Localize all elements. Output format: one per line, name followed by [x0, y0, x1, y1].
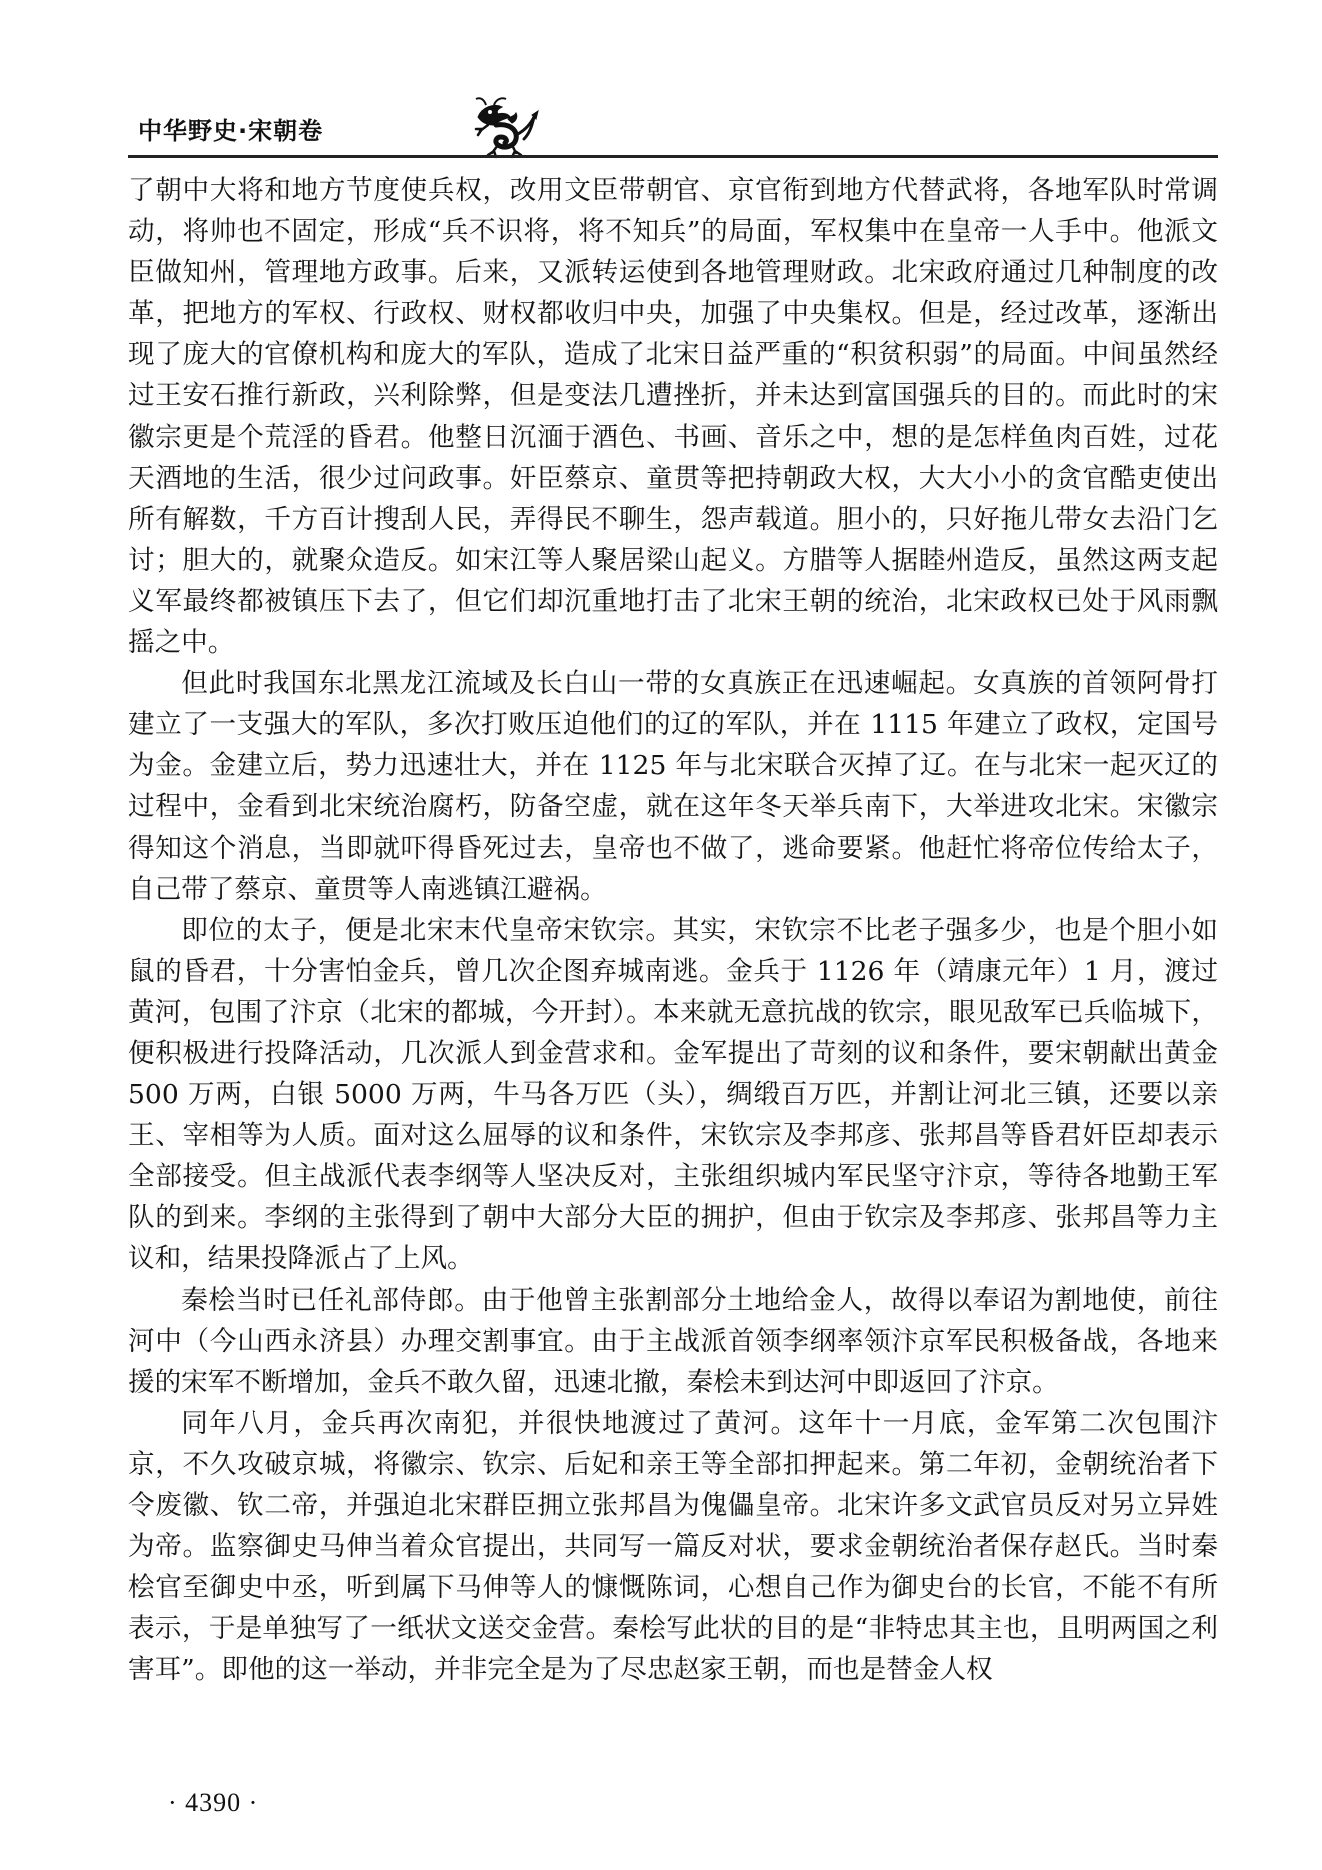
paragraph: 了朝中大将和地方节度使兵权，改用文臣带朝官、京官衔到地方代替武将，各地军队时常调动，将帅也不固定，形成“兵不识将，将不知兵”的局面，军权集中在皇帝一人手中。他派文臣做知州，管理地方政事。后来，又派转运使到各地管理财政。北宋政府通过几种制度的改革，把地方的军权、行政权、财权都收归中央，加强了中央集权。但是，经过改革，逐渐出现了庞大的官僚机构和庞大的军队，造成了北宋日益严重的“积贫积弱”的局面。中间虽然经过王安石推行新政，兴利除弊，但是变法几遭挫折，并未达到富国强兵的目的。而此时的宋徽宗更是个荒淫的昏君。他整日沉湎于酒色、书画、音乐之中，想的是怎样鱼肉百姓，过花天酒地的生活，很少过问政事。奸臣蔡京、童贯等把持朝政大权，大大小小的贪官酷吏使出所有解数，千方百计搜刮人民，弄得民不聊生，怨声载道。胆小的，只好拖儿带女去沿门乞讨；胆大的，就聚众造反。如宋江等人聚居梁山起义。方腊等人据睦州造反，虽然这两支起义军最终都被镇压下去了，但它们却沉重地打击了北宋王朝的统治，北宋政权已处于风雨飘摇之中。: [128, 175, 1218, 659]
page-number: · 4390 ·: [168, 1788, 259, 1817]
paragraph: 即位的太子，便是北宋末代皇帝宋钦宗。其实，宋钦宗不比老子强多少，也是个胆小如鼠的昏君，十分害怕金兵，曾几次企图弃城南逃。金兵于 1126 年（靖康元年）1 月，渡过黄河，包围了汴京（北宋的都城，今开封）。本来就无意抗战的钦宗，眼见敌军已兵临城下，便积极进行投降活动，几次派人到金营求和。金军提出了苛刻的议和条件，要宋朝献出黄金 500 万两，白银 5000 万两，牛马各万匹（头），绸缎百万匹，并割让河北三镇，还要以亲王、宰相等为人质。面对这么屈辱的议和条件，宋钦宗及李邦彦、张邦昌等昏君奸臣却表示全部接受。但主战派代表李纲等人坚决反对，主张组织城内军民坚守汴京，等待各地勤王军队的到来。李纲的主张得到了朝中大部分大臣的拥护，但由于钦宗及李邦彦、张邦昌等力主议和，结果投降派占了上风。: [128, 914, 1218, 1275]
paragraph: 秦桧当时已任礼部侍郎。由于他曾主张割部分土地给金人，故得以奉诏为割地使，前往河中（今山西永济县）办理交割事宜。由于主战派首领李纲率领汴京军民积极备战，各地来援的宋军不断增加，金兵不敢久留，迅速北撤，秦桧未到达河中即返回了汴京。: [128, 1284, 1218, 1398]
dragon-emblem-icon: [468, 95, 540, 159]
body-text: [128, 170, 1218, 1690]
paragraph: 同年八月，金兵再次南犯，并很快地渡过了黄河。这年十一月底，金军第二次包围汴京，不久攻破京城，将徽宗、钦宗、后妃和亲王等全部扣押起来。第二年初，金朝统治者下令废徽、钦二帝，并强迫北宋群臣拥立张邦昌为傀儡皇帝。北宋许多文武官员反对另立异姓为帝。监察御史马伸当着众官提出，共同写一篇反对状，要求金朝统治者保存赵氏。当时秦桧官至御史中丞，听到属下马伸等人的慷慨陈词，心想自己作为御史台的长官，不能不有所表示，于是单独写了一纸状文送交金营。秦桧写此状的目的是“非特忠其主也，且明两国之利害耳”。即他的这一举动，并非完全是为了尽忠赵家王朝，而也是替金人权: [128, 1407, 1218, 1686]
book-title: 中华野史·宋朝卷: [138, 117, 324, 145]
paragraph: 但此时我国东北黑龙江流域及长白山一带的女真族正在迅速崛起。女真族的首领阿骨打建立了一支强大的军队，多次打败压迫他们的辽的军队，并在 1115 年建立了政权，定国号为金。金建立后，势力迅速壮大，并在 1125 年与北宋联合灭掉了辽。在与北宋一起灭辽的过程中，金看到北宋统治腐朽，防备空虚，就在这年冬天举兵南下，大举进攻北宋。宋徽宗得知这个消息，当即就吓得昏死过去，皇帝也不做了，逃命要紧。他赶忙将帝位传给太子，自己带了蔡京、童贯等人南逃镇江避祸。: [128, 668, 1218, 905]
header-rule: [128, 155, 1218, 158]
running-header: [128, 95, 1218, 167]
